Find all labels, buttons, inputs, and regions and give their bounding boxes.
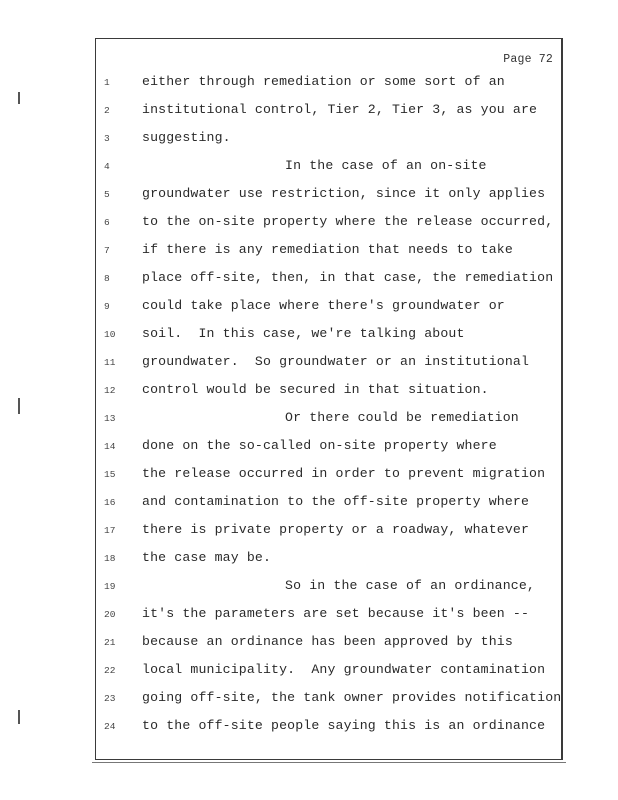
transcript-line: if there is any remediation that needs to take [142, 242, 513, 257]
line-number: 7 [104, 245, 110, 256]
line-number: 2 [104, 105, 110, 116]
scan-mark-middle [18, 398, 20, 414]
transcript-line: groundwater use restriction, since it only applies [142, 186, 546, 201]
transcript-line: because an ordinance has been approved by this [142, 634, 513, 649]
line-number: 10 [104, 329, 116, 340]
scan-mark-top [18, 92, 20, 104]
transcript-line: In the case of an on-site [285, 158, 487, 173]
line-number: 18 [104, 553, 116, 564]
transcript-line: groundwater. So groundwater or an institutional [142, 354, 530, 369]
line-number: 21 [104, 637, 116, 648]
line-number: 8 [104, 273, 110, 284]
scan-mark-bottom [18, 710, 20, 724]
transcript-line: suggesting. [142, 130, 231, 145]
line-number: 19 [104, 581, 116, 592]
line-number: 12 [104, 385, 116, 396]
line-number: 13 [104, 413, 116, 424]
line-number: 1 [104, 77, 110, 88]
line-number: 22 [104, 665, 116, 676]
transcript-line: soil. In this case, we're talking about [142, 326, 465, 341]
line-number: 14 [104, 441, 116, 452]
transcript-line: the release occurred in order to prevent migration [142, 466, 546, 481]
page-bottom-rule [92, 762, 566, 763]
line-number: 17 [104, 525, 116, 536]
line-number: 6 [104, 217, 110, 228]
transcript-line: institutional control, Tier 2, Tier 3, as you are [142, 102, 538, 117]
transcript-line: Or there could be remediation [285, 410, 519, 425]
line-number: 20 [104, 609, 116, 620]
line-number: 9 [104, 301, 110, 312]
line-number: 5 [104, 189, 110, 200]
transcript-line: So in the case of an ordinance, [285, 578, 535, 593]
transcript-line: place off-site, then, in that case, the remediation [142, 270, 554, 285]
transcript-line: the case may be. [142, 550, 272, 565]
transcript-page-frame [95, 38, 563, 760]
line-number: 24 [104, 721, 116, 732]
line-number: 23 [104, 693, 116, 704]
line-number: 4 [104, 161, 110, 172]
transcript-line: could take place where there's groundwater or [142, 298, 505, 313]
transcript-line: local municipality. Any groundwater contamination [142, 662, 546, 677]
line-number: 15 [104, 469, 116, 480]
transcript-line: control would be secured in that situation. [142, 382, 489, 397]
transcript-line: either through remediation or some sort of an [142, 74, 505, 89]
transcript-line: done on the so-called on-site property where [142, 438, 497, 453]
transcript-line: going off-site, the tank owner provides notification [142, 690, 562, 705]
line-number: 11 [104, 357, 116, 368]
page-number: Page 72 [503, 53, 553, 66]
transcript-line: there is private property or a roadway, whatever [142, 522, 530, 537]
line-number: 16 [104, 497, 116, 508]
transcript-line: to the off-site people saying this is an ordinance [142, 718, 546, 733]
transcript-line: and contamination to the off-site property where [142, 494, 530, 509]
line-number: 3 [104, 133, 110, 144]
transcript-line: to the on-site property where the release occurred, [142, 214, 554, 229]
transcript-line: it's the parameters are set because it's been -- [142, 606, 530, 621]
